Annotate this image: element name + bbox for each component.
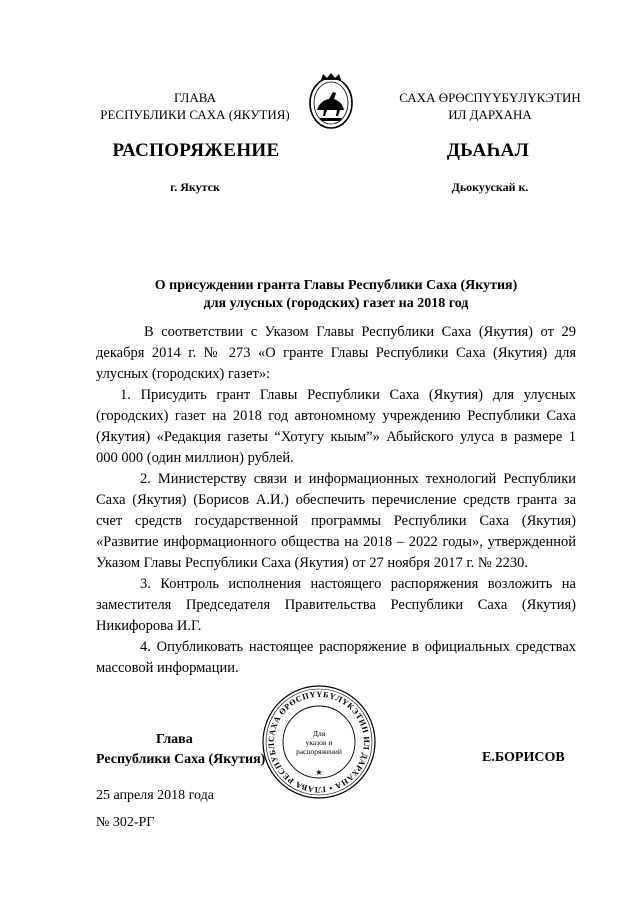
doc-type-sah: ДЬАҺАЛ xyxy=(446,140,530,161)
title-line2: для улусных (городских) газет на 2018 год xyxy=(203,296,469,311)
item-4-paragraph: 4. Опубликовать настоящее распоряжение в официальных средствах массовой информации. xyxy=(96,639,576,676)
item-3-paragraph: 3. Контроль исполнения настоящего распоряжения возложить на заместителя Председателя Правительства Республики Саха (Якутия) Никифорова И.Г. xyxy=(96,576,576,634)
city-ru: г. Якутск xyxy=(170,180,220,194)
signature-title-line1: Глава xyxy=(156,732,193,747)
official-stamp xyxy=(261,684,377,800)
stamp-center-line3: распоряжений xyxy=(296,747,342,756)
header-right-line2: ИЛ ДАРХАНА xyxy=(448,107,532,122)
doc-type-ru: РАСПОРЯЖЕНИЕ xyxy=(112,140,280,161)
signature-title xyxy=(96,730,276,770)
coat-of-arms-emblem-icon xyxy=(307,70,355,132)
header-right-line1: САХА ӨРӨСПҮҮБҮЛҮКЭТИН xyxy=(399,90,581,105)
signature-name: Е.БОРИСОВ xyxy=(482,750,565,765)
document-date: 25 апреля 2018 года xyxy=(96,788,214,803)
stamp-center-line1: Для xyxy=(312,729,326,738)
city-sah: Дьокуускай к. xyxy=(451,180,529,194)
header-left xyxy=(70,89,320,123)
document-body xyxy=(96,322,576,679)
stamp-star-icon: ★ xyxy=(315,768,323,777)
stamp-center-line2: указов и xyxy=(305,738,333,747)
title-line1: О присуждении гранта Главы Республики Саха (Якутия) xyxy=(154,278,518,293)
item-1-paragraph: 1. Присудить грант Главы Республики Саха (Якутия) для улусных (городских) газет на 2018 год автономному учреждению Республики Саха (Якутия) «Редакция газеты “Хотугу кыым”» Абыйского улуса в размере 1 000 000 (один миллион) рублей. xyxy=(96,387,576,466)
document-title xyxy=(96,277,576,313)
header-right xyxy=(370,89,610,123)
header-left-line1: ГЛАВА xyxy=(174,90,216,105)
stamp-ring-text: САХА ӨРӨСПҮҮБҮЛҮКЭТИН ИЛ ДАРХАНА • ГЛАВА РЕСПУБЛ xyxy=(266,689,372,795)
header-left-line2: РЕСПУБЛИКИ САХА (ЯКУТИЯ) xyxy=(100,107,290,122)
signature-title-line2: Республики Саха (Якутия) xyxy=(96,752,266,767)
document-number: № 302-РГ xyxy=(96,815,155,830)
intro-paragraph: В соответствии с Указом Главы Республики Саха (Якутия) от 29 декабря 2014 г. № 273 «О гранте Главы Республики Саха (Якутия) для улусных (городских) газет»: xyxy=(96,324,576,382)
item-2-paragraph: 2. Министерству связи и информационных технологий Республики Саха (Якутия) (Борисов А.И.) обеспечить перечисление средств гранта за счет средств государственной программы Республики Саха (Якутия) «Развитие информационного общества на 2018 – 2022 годы», утвержденной Указом Главы Республики Саха (Якутия) от 27 ноября 2017 г. № 2230. xyxy=(96,471,576,571)
